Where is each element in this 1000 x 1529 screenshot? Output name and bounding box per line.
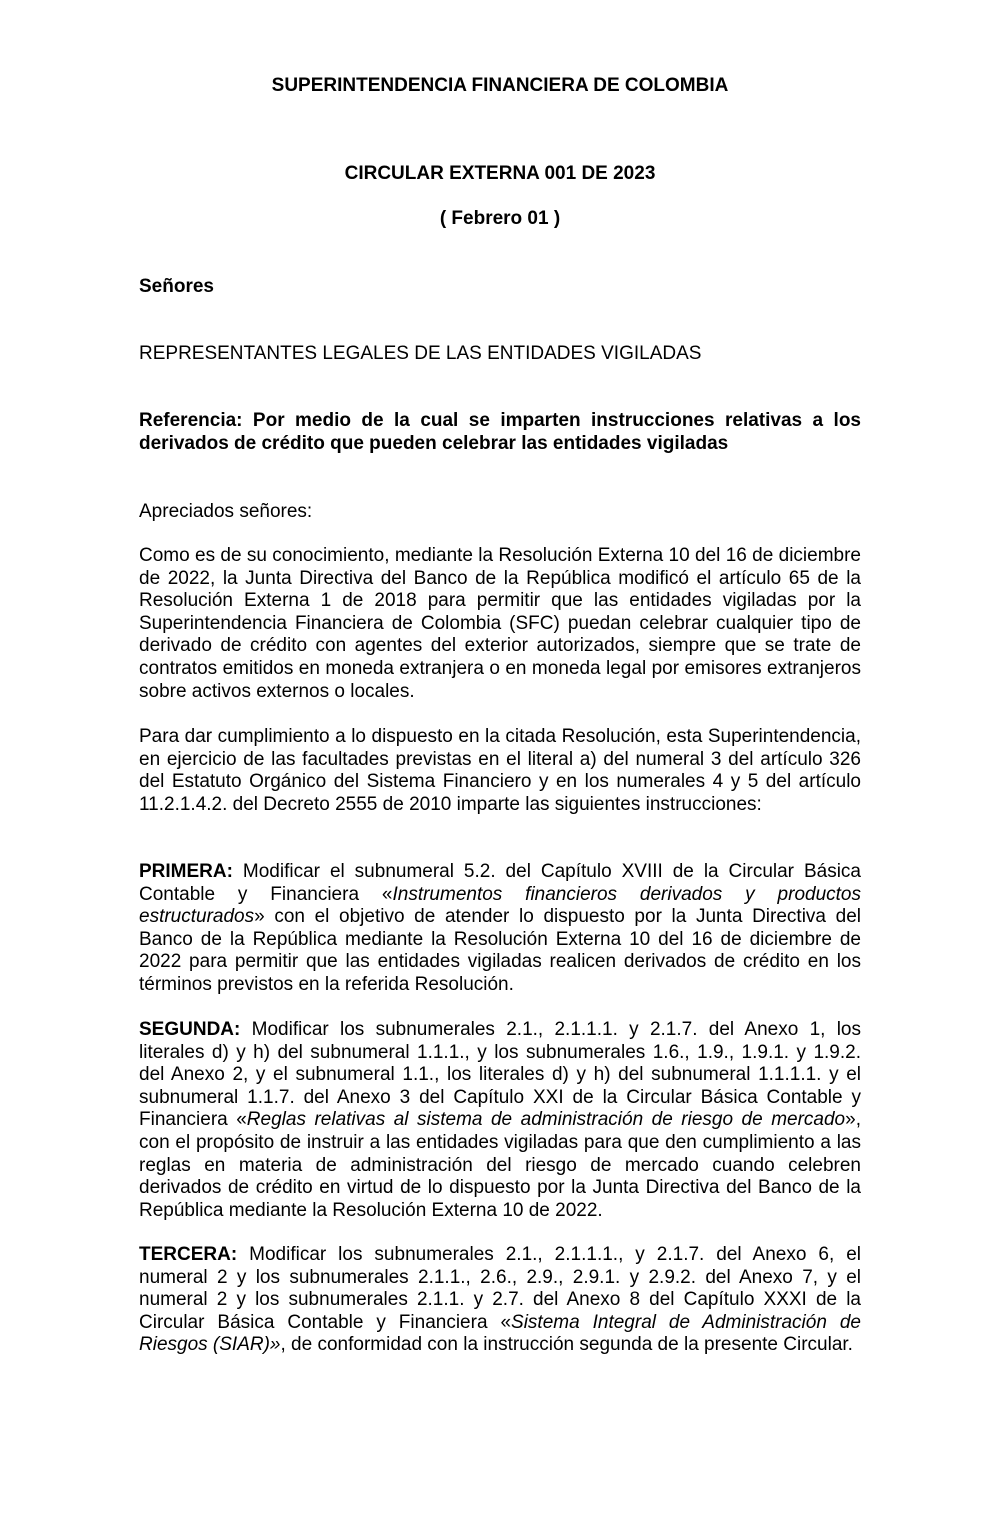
primera-italic: Instrumentos financieros derivados y productos estructurados <box>139 883 861 928</box>
paragraph-intro: Como es de su conocimiento, mediante la Resolución Externa 10 del 16 de diciembre de 2022, la Junta Directiva del Banco de la República modificó el artículo 65 de la Resolución Externa 1 de 2018 para permitir que las entidades vigiladas por la Superintendencia Financiera de Colombia (SFC) puedan celebrar cualquier tipo de derivado de crédito con agentes del exterior autorizados, siempre que se trate de contratos emitidos en moneda extranjera o en moneda legal por emisores extranjeros sobre activos externos o locales. <box>139 545 861 702</box>
reference: Referencia: Por medio de la cual se imparten instrucciones relativas a los derivados de crédito que pueden celebrar las entidades vigiladas <box>139 410 861 454</box>
primera-text-b: » con el objetivo de atender lo dispuesto por la Junta Directiva del Banco de la República mediante la Resolución Externa 10 del 16 de diciembre de 2022 para permitir que las entidades vigiladas realicen derivados de crédito en los términos previstos en la referida Resolución. <box>139 906 861 995</box>
instruction-segunda <box>139 1019 861 1222</box>
instruction-primera <box>139 861 861 997</box>
tercera-text-a: Modificar los subnumerales 2.1., 2.1.1.1., y 2.1.7. del Anexo 6, el numeral 2 y los subnumerales 2.1.1., 2.6., 2.9., 2.9.1. y 2.9.2. del Anexo 7, y el numeral 2 y los subnumerales 2.1.1. y 2.7. del Anexo 8 del Capítulo XXXI de la Circular Básica Contable y Financiera « <box>139 1244 861 1333</box>
tercera-text-b: , de conformidad con la instrucción segunda de la presente Circular. <box>280 1334 853 1356</box>
segunda-text-a: Modificar los subnumerales 2.1., 2.1.1.1. y 2.1.7. del Anexo 1, los literales d) y h) del subnumeral 1.1.1., y los subnumerales 1.6., 1.9., 1.9.1. y 1.9.2. del Anexo 2, y el subnumeral 1.1., los literales d) y h) del subnumeral 1.1.1.1. y el subnumeral 1.1.7. del Anexo 3 del Capítulo XXI de la Circular Básica Contable y Financiera « <box>139 1019 861 1131</box>
greeting: Apreciados señores: <box>139 501 313 522</box>
recipients: REPRESENTANTES LEGALES DE LAS ENTIDADES VIGILADAS <box>139 343 702 364</box>
circular-date: ( Febrero 01 ) <box>439 208 561 229</box>
segunda-italic: Reglas relativas al sistema de administración de riesgo de mercado <box>246 1109 846 1131</box>
paragraph-instructions: Para dar cumplimiento a lo dispuesto en la citada Resolución, esta Superintendencia, en ejercicio de las facultades previstas en el literal a) del numeral 3 del artículo 326 del Estatuto Orgánico del Sistema Financiero y en los numerales 4 y 5 del artículo 11.2.1.4.2. del Decreto 2555 de 2010 imparte las siguientes instrucciones: <box>139 726 861 815</box>
primera-label: PRIMERA: <box>139 861 233 882</box>
segunda-text-b: », con el propósito de instruir a las entidades vigiladas para que den cumplimiento a las reglas en materia de administración del riesgo de mercado cuando celebren derivados de crédito en virtud de lo dispuesto por la Junta Directiva del Banco de la República mediante la Resolución Externa 10 de 2022. <box>139 1109 861 1221</box>
instruction-tercera <box>139 1244 861 1357</box>
tercera-italic: Sistema Integral de Administración de Riesgos (SIAR)» <box>139 1311 861 1356</box>
primera-text-a: Modificar el subnumeral 5.2. del Capítulo XVIII de la Circular Básica Contable y Financiera « <box>139 861 861 905</box>
circular-title: CIRCULAR EXTERNA 001 DE 2023 <box>344 163 656 184</box>
institution-title: SUPERINTENDENCIA FINANCIERA DE COLOMBIA <box>271 75 729 96</box>
segunda-label: SEGUNDA: <box>139 1019 241 1040</box>
salutation-senores: Señores <box>139 276 214 297</box>
tercera-label: TERCERA: <box>139 1244 238 1265</box>
